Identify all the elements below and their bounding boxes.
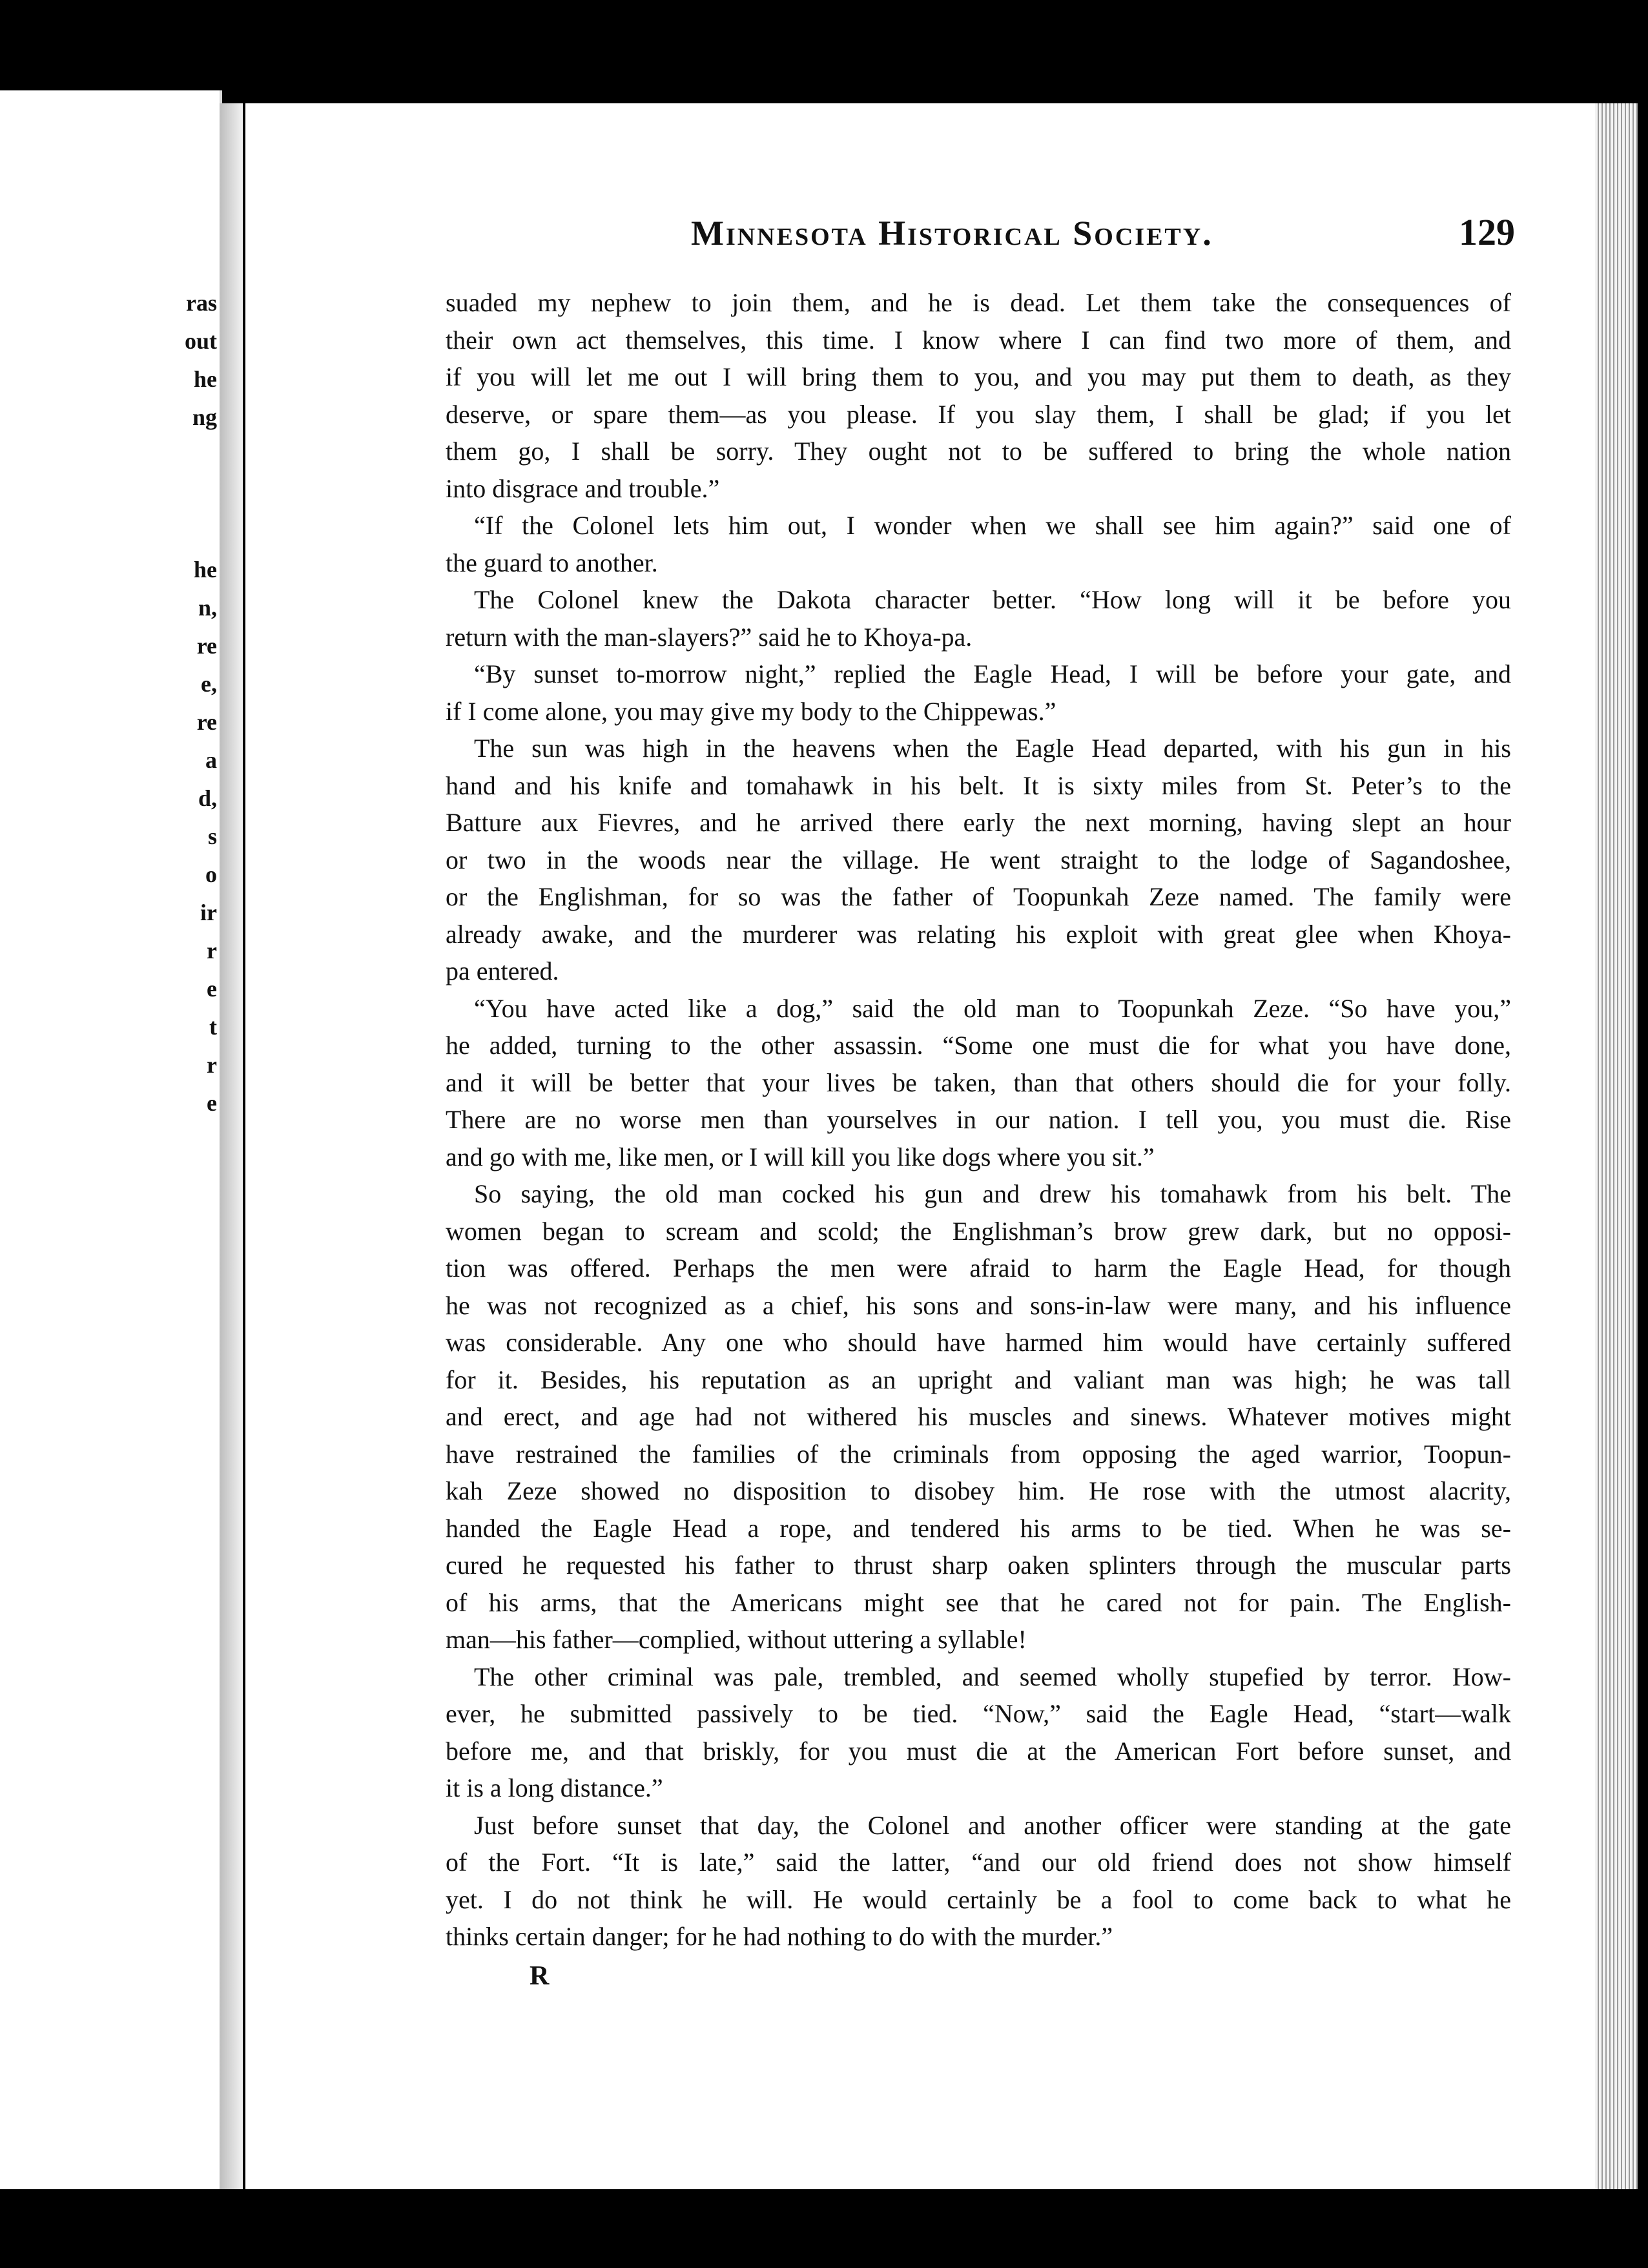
facing-page-fragment: s <box>207 823 217 849</box>
text-line: and erect, and age had not withered his muscles and sinews. Whatever motives might <box>446 1402 1511 1431</box>
text-line: handed the Eagle Head a rope, and tendered his arms to be tied. When he was se- <box>446 1513 1511 1543</box>
text-line: suaded my nephew to join them, and he is dead. Let them take the consequences of <box>446 288 1511 317</box>
text-line: tion was offered. Perhaps the men were afraid to harm the Eagle Head, for though <box>446 1253 1511 1283</box>
facing-page-fragment: ras <box>186 290 217 316</box>
text-line: The other criminal was pale, trembled, and seemed wholly stupefied by terror. How- <box>474 1662 1511 1691</box>
text-line: kah Zeze showed no disposition to disobey him. He rose with the utmost alacrity, <box>446 1476 1511 1505</box>
text-line: deserve, or spare them—as you please. If you slay them, I shall be glad; if you let <box>446 399 1511 429</box>
facing-page-fragment: a <box>205 747 217 773</box>
text-line: hand and his knife and tomahawk in his belt. It is sixty miles from St. Peter’s to the <box>446 770 1511 800</box>
text-line: if you will let me out I will bring them to you, and you may put them to death, as they <box>446 362 1511 391</box>
text-line: The Colonel knew the Dakota character better. “How long will it be before you <box>474 585 1511 614</box>
page-edges <box>1595 103 1638 2189</box>
body-text <box>446 284 1511 1955</box>
facing-page-fragment: he <box>194 366 217 392</box>
text-line: was considerable. Any one who should have harmed him would have certainly suffered <box>446 1328 1511 1357</box>
text-line: before me, and that briskly, for you must die at the American Fort before sunset, and <box>446 1736 1511 1766</box>
text-line: for it. Besides, his reputation as an upright and valiant man was high; he was tall <box>446 1365 1511 1394</box>
text-line: yet. I do not think he will. He would certainly be a fool to come back to what he <box>446 1884 1511 1914</box>
signature-mark: R <box>530 1961 550 1991</box>
text-line: pa entered. <box>446 956 559 985</box>
facing-page-fragment: ng <box>192 404 217 430</box>
text-line: have restrained the families of the criminals from opposing the aged warrior, Toopun- <box>446 1439 1511 1469</box>
facing-page-fragment: e <box>207 976 217 1002</box>
page-number: 129 <box>1459 211 1515 253</box>
text-line: return with the man-slayers?” said he to Khoya-pa. <box>446 622 973 652</box>
text-line: their own act themselves, this time. I know where I can find two more of them, and <box>446 325 1511 355</box>
book-gutter <box>220 103 243 2189</box>
text-line: Just before sunset that day, the Colonel and another officer were standing at the gate <box>474 1810 1511 1840</box>
facing-page-fragment: re <box>196 633 217 659</box>
text-line: he was not recognized as a chief, his sons and sons-in-law were many, and his influence <box>446 1290 1511 1320</box>
text-line: into disgrace and trouble.” <box>446 473 720 503</box>
text-line: There are no worse men than yourselves in our nation. I tell you, you must die. Rise <box>446 1105 1511 1134</box>
text-line: them go, I shall be sorry. They ought not to be suffered to bring the whole nation <box>446 437 1511 466</box>
facing-page-fragment: re <box>196 709 217 735</box>
text-line: the guard to another. <box>446 548 658 577</box>
text-line: Batture aux Fievres, and he arrived there early the next morning, having slept an hour <box>446 808 1511 837</box>
facing-page-fragment: e, <box>201 671 217 697</box>
facing-page-fragment <box>0 513 217 551</box>
facing-page-fragment: n, <box>198 595 217 621</box>
text-line: The sun was high in the heavens when the Eagle Head departed, with his gun in his <box>474 734 1511 763</box>
text-line: he added, turning to the other assassin. “Some one must die for what you have done, <box>446 1031 1511 1060</box>
text-line: So saying, the old man cocked his gun and drew his tomahawk from his belt. The <box>474 1179 1511 1208</box>
running-head: Minnesota Historical Society. <box>691 214 1213 253</box>
facing-page-fragment: d, <box>198 785 217 811</box>
facing-page-fragment <box>0 475 217 513</box>
text-line: man—his father—complied, without uttering a syllable! <box>446 1625 1027 1654</box>
facing-page-fragment: t <box>209 1014 217 1040</box>
facing-page-fragment: r <box>207 1052 217 1078</box>
text-line: ever, he submitted passively to be tied. “Now,” said the Eagle Head, “start—walk <box>446 1699 1511 1728</box>
text-line: of his arms, that the Americans might see that he cared not for pain. The English- <box>446 1587 1511 1617</box>
facing-page-fragment: o <box>205 861 217 887</box>
text-line: women began to scream and scold; the Englishman’s brow grew dark, but no opposi- <box>446 1216 1511 1246</box>
facing-page-fragment: out <box>184 328 217 354</box>
text-line: thinks certain danger; for he had nothing to do with the murder.” <box>446 1922 1113 1951</box>
text-line: it is a long distance.” <box>446 1773 663 1802</box>
text-line: cured he requested his father to thrust sharp oaken splinters through the muscular parts <box>446 1551 1511 1580</box>
facing-page-fragment: e <box>207 1090 217 1116</box>
text-line: of the Fort. “It is late,” said the latter, “and our old friend does not show himself <box>446 1848 1511 1877</box>
facing-page-fragment: ir <box>200 900 217 925</box>
text-line: or two in the woods near the village. He went straight to the lodge of Sagandoshee, <box>446 845 1511 874</box>
text-line: and go with me, like men, or I will kill you like dogs where you sit.” <box>446 1142 1155 1171</box>
facing-page-fragment: he <box>194 557 217 582</box>
text-line: already awake, and the murderer was relating his exploit with great glee when Khoya- <box>446 919 1511 949</box>
text-line: and it will be better that your lives be taken, than that others should die for your folly. <box>446 1067 1511 1097</box>
text-line: “You have acted like a dog,” said the old man to Toopunkah Zeze. “So have you,” <box>474 993 1511 1023</box>
facing-page-fragment: r <box>207 938 217 964</box>
facing-page-text-fragments <box>0 284 217 1122</box>
facing-page-fragment <box>0 437 217 475</box>
text-line: “If the Colonel lets him out, I wonder when we shall see him again?” said one of <box>474 511 1511 540</box>
text-line: “By sunset to-morrow night,” replied the Eagle Head, I will be before your gate, and <box>474 659 1511 688</box>
text-line: if I come alone, you may give my body to the Chippewas.” <box>446 696 1056 726</box>
text-line: or the Englishman, for so was the father of Toopunkah Zeze named. The family were <box>446 882 1511 911</box>
